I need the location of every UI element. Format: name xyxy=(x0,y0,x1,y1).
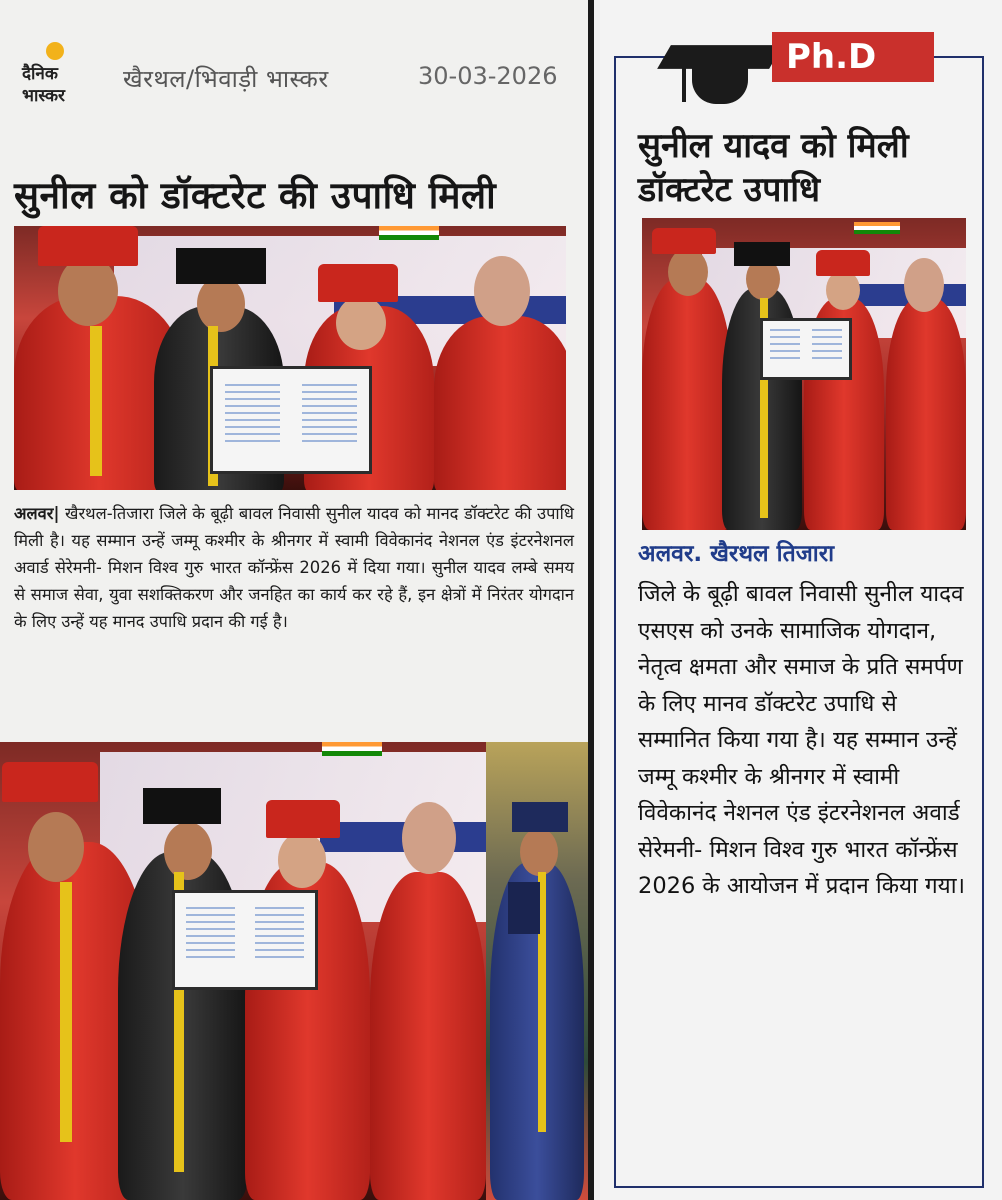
headline: सुनील को डॉक्टरेट की उपाधि मिली xyxy=(14,174,497,217)
dainik-bhaskar-logo xyxy=(18,42,94,112)
right-ceremony-photo xyxy=(642,218,966,530)
article-text: खैरथल-तिजारा जिले के बूढ़ी बावल निवासी सुनील यादव को मानद डॉक्टरेट की उपाधि मिली है। यह सम्मान उन्हें जम्मू कश्मीर के श्रीनगर में स्वामी विवेकानंद नेशनल एंड इंटरनेशनल अवार्ड सेरेमनी- मिशन विश्व गुरु भारत कॉन्फ्रेंस 2026 में दिया गया। सुनील यादव लम्बे समय से समाज सेवा, युवा सशक्तिकरण और जनहित का कार्य कर रहे हैं, इन क्षेत्रों में निरंतर योगदान के लिए उन्हें यह मानद उपाधि प्रदान की गई है। xyxy=(14,504,574,631)
sun-icon xyxy=(46,42,64,60)
article-body xyxy=(14,500,574,635)
ceremony-photo-2 xyxy=(0,742,486,1200)
right-headline: सुनील यादव को मिली डॉक्टरेट उपाधि xyxy=(638,126,909,210)
graduation-cap-icon xyxy=(664,30,776,112)
logo-line1: दैनिक xyxy=(22,64,58,84)
phd-badge: Ph.D xyxy=(772,32,934,82)
dateline: अलवर| xyxy=(14,504,60,523)
clipping-right xyxy=(594,0,1002,1200)
ceremony-photo-3 xyxy=(486,742,588,1200)
right-article-body: जिले के बूढ़ी बावल निवासी सुनील यादव एसएस को उनके सामाजिक योगदान, नेतृत्व क्षमता और समाज के प्रति समर्पण के लिए मानव डॉक्टरेट उपाधि से सम्मानित किया गया है। यह सम्मान उन्हें जम्मू कश्मीर के श्रीनगर में स्वामी विवेकानंद नेशनल एंड इंटरनेशनल अवार्ड सेरेमनी- मिशन विश्व गुरु भारत कॉन्फ्रेंस 2026 के आयोजन में प्रदान किया गया। xyxy=(638,581,966,899)
logo-line2: भास्कर xyxy=(22,86,65,106)
edition-date: 30-03-2026 xyxy=(418,62,558,90)
right-dateline: अलवर. खैरथल तिजारा xyxy=(638,541,835,567)
ceremony-photo-1 xyxy=(14,226,566,490)
edition-name: खैरथल/भिवाड़ी भास्कर xyxy=(123,65,329,93)
